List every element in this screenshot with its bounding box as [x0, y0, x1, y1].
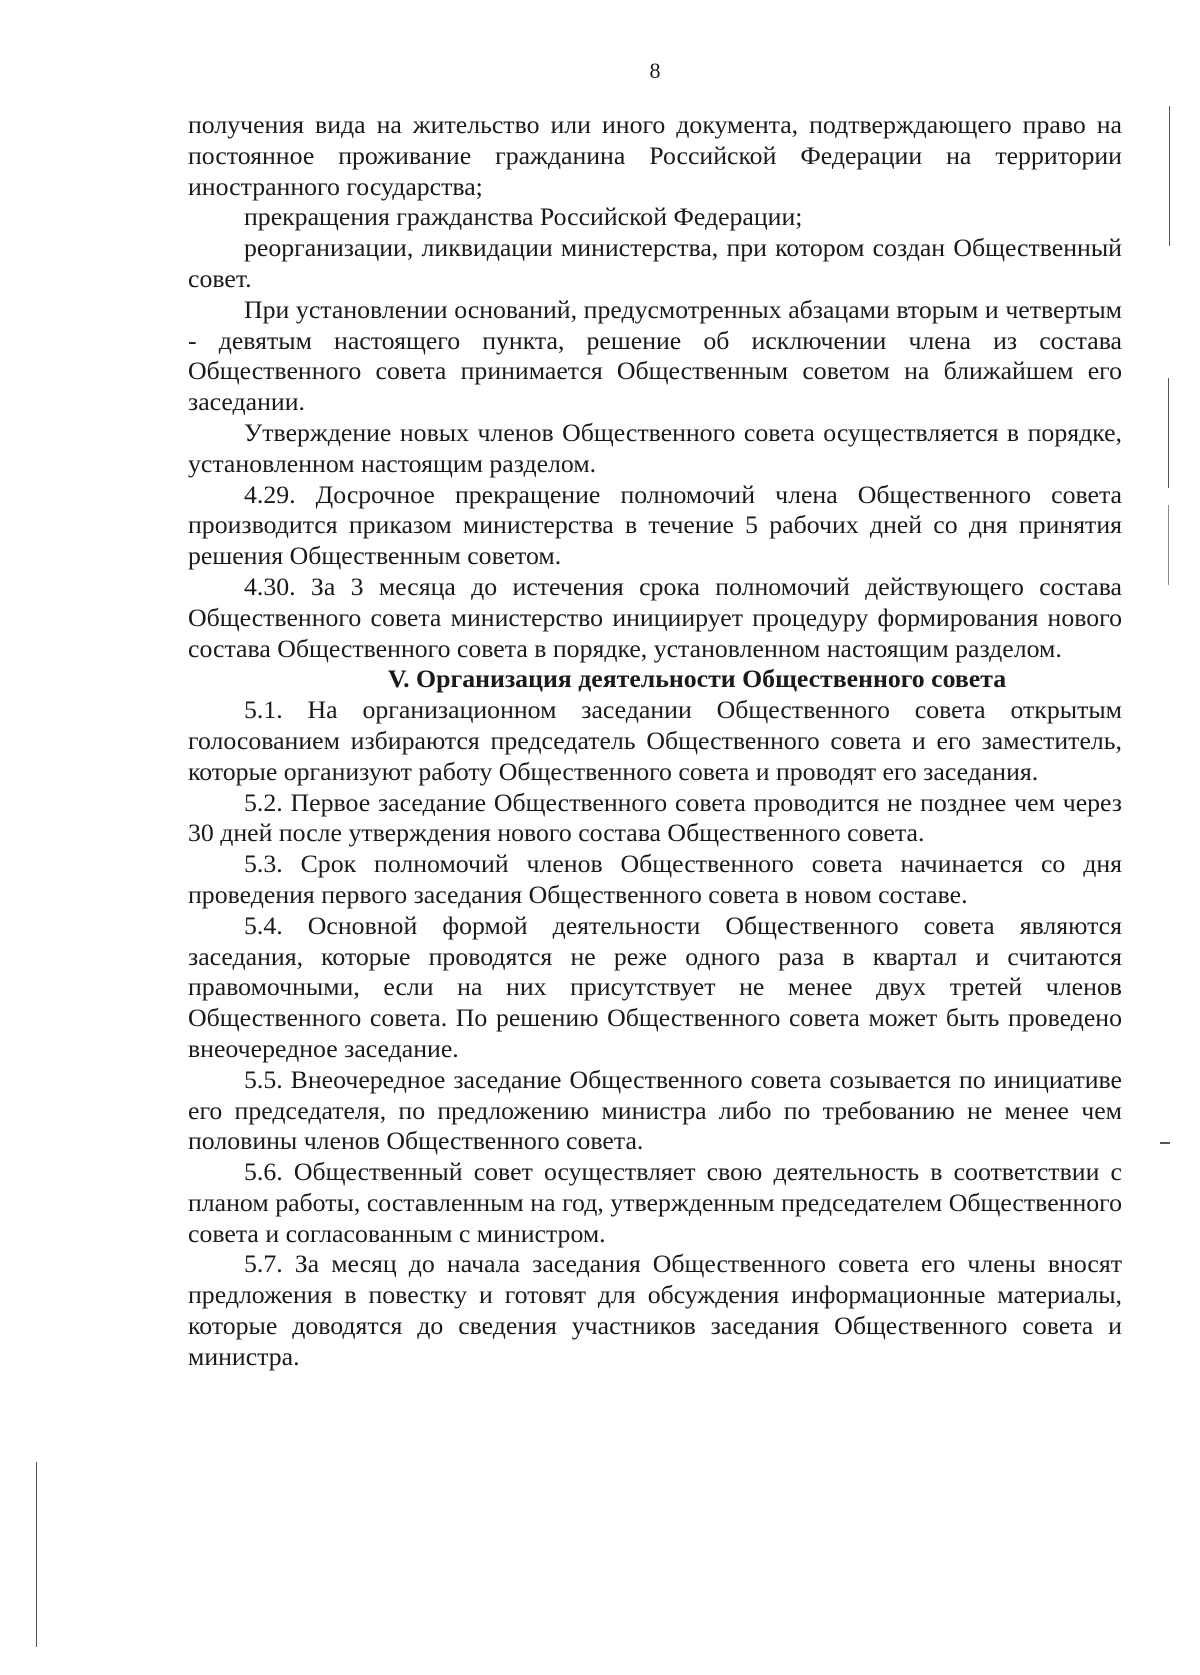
paragraph: реорганизации, ликвидации министерства, при котором создан Общественный совет.	[188, 233, 1122, 293]
page-number: 8	[649, 58, 661, 83]
scan-margin-line	[1168, 378, 1169, 488]
paragraph: получения вида на жительство или иного документа, подтверждающего право на постоянное проживание гражданина Российской Федерации на территории иностранного государства;	[188, 110, 1122, 201]
paragraph-5-2: 5.2. Первое заседание Общественного совета проводится не позднее чем через 30 дней после утверждения нового состава Общественного совета.	[188, 787, 1122, 848]
section-heading: V. Организация деятельности Общественного совета	[387, 664, 1007, 694]
scan-dash-mark	[1160, 1142, 1170, 1144]
scan-margin-line	[1168, 505, 1169, 585]
document-body	[188, 110, 1122, 1373]
scan-margin-line	[36, 1462, 37, 1647]
paragraph: При установлении оснований, предусмотренных абзацами вторым и четвертым - девятым настоящего пункта, решение об исключении члена из состава Общественного совета принимается Общественным советом на ближайшем его заседании.	[188, 294, 1122, 417]
paragraph-5-4: 5.4. Основной формой деятельности Общественного совета являются заседания, которые проводятся не реже одного раза в квартал и считаются правомочными, если на них присутствует не менее двух третей членов Общественного совета. По решению Общественного совета может быть проведено внеочередное заседание.	[188, 910, 1122, 1063]
paragraph-5-7: 5.7. За месяц до начала заседания Общественного совета его члены вносят предложения в повестку и готовят для обсуждения информационные материалы, которые доводятся до сведения участников заседания Общественного совета и министра.	[188, 1249, 1122, 1371]
paragraph-5-3: 5.3. Срок полномочий членов Общественного совета начинается со дня проведения первого заседания Общественного совета в новом составе.	[188, 849, 1122, 909]
paragraph-4-30: 4.30. За 3 месяца до истечения срока полномочий действующего состава Общественного совета министерство инициирует процедуру формирования нового состава Общественного совета в порядке, установленном настоящим разделом.	[188, 571, 1122, 663]
paragraph: прекращения гражданства Российской Федерации;	[244, 202, 803, 232]
paragraph-5-1: 5.1. На организационном заседании Общественного совета открытым голосованием избираются председатель Общественного совета и его заместитель, которые организуют работу Общественного совета и проводят его заседания.	[188, 695, 1122, 786]
scan-margin-line	[1169, 106, 1170, 246]
paragraph-5-5: 5.5. Внеочередное заседание Общественного совета созывается по инициативе его председателя, по предложению министра либо по требованию не менее чем половины членов Общественного совета.	[188, 1064, 1122, 1156]
paragraph-4-29: 4.29. Досрочное прекращение полномочий члена Общественного совета производится приказом министерства в течение 5 рабочих дней со дня принятия решения Общественным советом.	[188, 479, 1122, 571]
paragraph-5-6: 5.6. Общественный совет осуществляет свою деятельность в соответствии с планом работы, составленным на год, утвержденным председателем Общественного совета и согласованным с министром.	[188, 1157, 1122, 1248]
paragraph: Утверждение новых членов Общественного совета осуществляется в порядке, установленном настоящим разделом.	[188, 417, 1122, 478]
